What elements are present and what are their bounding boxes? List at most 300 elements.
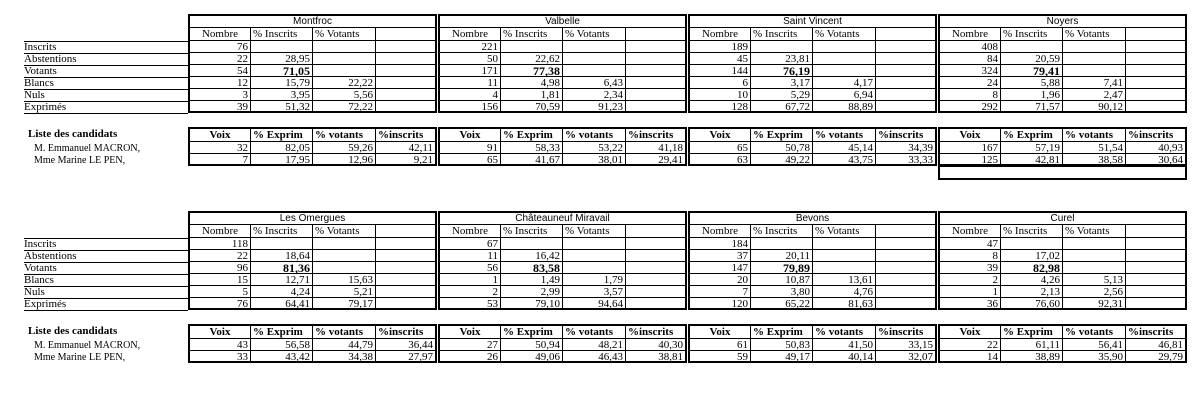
column-header: % Votants: [1062, 28, 1125, 41]
data-cell: [375, 286, 437, 298]
data-cell: 324: [938, 65, 1000, 77]
column-header: [875, 28, 937, 41]
data-cell: 70,59: [500, 101, 562, 113]
data-cell: [562, 41, 625, 53]
commune-name: Bevons: [688, 211, 937, 225]
row-label-rule: [24, 113, 188, 114]
candidate-column-header: Voix: [438, 127, 500, 142]
candidate-vote-cell: 27,97: [375, 351, 437, 363]
data-cell: [1125, 274, 1187, 286]
data-cell: 3,57: [562, 286, 625, 298]
data-cell: [312, 262, 375, 274]
row-label-rule: [24, 238, 188, 239]
column-header: % Votants: [562, 225, 625, 238]
row-label-rule: [24, 250, 188, 251]
data-cell: 67: [438, 238, 500, 250]
candidate-name: M. Emmanuel MACRON,: [34, 340, 141, 351]
data-cell: 2,13: [1000, 286, 1062, 298]
candidate-vote-cell: 167: [938, 142, 1000, 154]
data-cell: 23,81: [750, 53, 812, 65]
data-cell: 76,19: [750, 65, 812, 77]
data-cell: 1: [438, 274, 500, 286]
data-cell: [1125, 262, 1187, 274]
candidate-column-header: Voix: [188, 127, 250, 142]
data-cell: [875, 41, 937, 53]
column-header: [1125, 28, 1187, 41]
candidate-column-header: % votants: [1062, 127, 1125, 142]
data-cell: 56: [438, 262, 500, 274]
column-header: [625, 28, 687, 41]
candidate-vote-cell: 41,67: [500, 154, 562, 166]
data-cell: 3,80: [750, 286, 812, 298]
data-cell: 1,49: [500, 274, 562, 286]
data-cell: 47: [938, 238, 1000, 250]
column-header: Nombre: [188, 28, 250, 41]
data-cell: [875, 250, 937, 262]
candidate-vote-cell: 61,11: [1000, 339, 1062, 351]
data-cell: [1000, 238, 1062, 250]
data-cell: 22: [188, 250, 250, 262]
column-header: % Votants: [312, 28, 375, 41]
data-cell: 3: [188, 89, 250, 101]
candidate-vote-cell: 7: [188, 154, 250, 166]
data-cell: [1125, 101, 1187, 113]
data-cell: 10,87: [750, 274, 812, 286]
data-cell: 11: [438, 77, 500, 89]
column-header: % Votants: [312, 225, 375, 238]
candidate-vote-cell: 35,90: [1062, 351, 1125, 363]
row-label-inscrits: Inscrits: [24, 238, 57, 250]
data-cell: 6,43: [562, 77, 625, 89]
candidate-name: Mme Marine LE PEN,: [34, 352, 126, 363]
data-cell: [875, 101, 937, 113]
candidate-vote-cell: 57,19: [1000, 142, 1062, 154]
data-cell: [1062, 41, 1125, 53]
data-cell: [875, 286, 937, 298]
candidate-vote-cell: 56,41: [1062, 339, 1125, 351]
data-cell: 54: [188, 65, 250, 77]
data-cell: 2,99: [500, 286, 562, 298]
data-cell: 12: [188, 77, 250, 89]
data-cell: 2,34: [562, 89, 625, 101]
candidate-name: M. Emmanuel MACRON,: [34, 143, 141, 154]
candidates-list-title: Liste des candidats: [28, 325, 118, 337]
candidate-column-header: Voix: [688, 324, 750, 339]
candidate-vote-cell: 29,41: [625, 154, 687, 166]
data-cell: 16,42: [500, 250, 562, 262]
candidate-vote-cell: 46,81: [1125, 339, 1187, 351]
candidate-column-header: % Exprim: [750, 127, 812, 142]
candidate-vote-cell: 43,75: [812, 154, 875, 166]
data-cell: 171: [438, 65, 500, 77]
candidate-vote-cell: 49,22: [750, 154, 812, 166]
data-cell: 71,57: [1000, 101, 1062, 113]
candidate-vote-cell: 91: [438, 142, 500, 154]
data-cell: [1062, 262, 1125, 274]
candidate-column-header: % votants: [812, 127, 875, 142]
data-cell: 156: [438, 101, 500, 113]
commune-name: Montfroc: [188, 14, 437, 28]
data-cell: 36: [938, 298, 1000, 310]
candidate-column-header: %inscrits: [625, 127, 687, 142]
data-cell: 22,62: [500, 53, 562, 65]
data-cell: 91,23: [562, 101, 625, 113]
candidate-vote-cell: 40,93: [1125, 142, 1187, 154]
candidate-vote-cell: 125: [938, 154, 1000, 166]
candidate-vote-cell: 40,14: [812, 351, 875, 363]
row-label-inscrits: Inscrits: [24, 41, 57, 53]
row-label-votants: Votants: [24, 262, 57, 274]
row-label-rule: [24, 53, 188, 54]
candidate-column-header: %inscrits: [375, 324, 437, 339]
candidate-column-header: %inscrits: [875, 324, 937, 339]
data-cell: [875, 274, 937, 286]
data-cell: 5,29: [750, 89, 812, 101]
data-cell: [812, 238, 875, 250]
candidate-vote-cell: 48,21: [562, 339, 625, 351]
candidate-vote-cell: 22: [938, 339, 1000, 351]
candidate-name: Mme Marine LE PEN,: [34, 155, 126, 166]
data-cell: 67,72: [750, 101, 812, 113]
column-header: % Votants: [812, 28, 875, 41]
data-cell: [875, 53, 937, 65]
data-cell: [312, 238, 375, 250]
candidate-vote-cell: 26: [438, 351, 500, 363]
candidate-vote-cell: 51,54: [1062, 142, 1125, 154]
data-cell: [625, 41, 687, 53]
candidate-vote-cell: 49,17: [750, 351, 812, 363]
data-cell: 81,63: [812, 298, 875, 310]
row-label-rule: [24, 286, 188, 287]
data-cell: 90,12: [1062, 101, 1125, 113]
data-cell: [1125, 298, 1187, 310]
data-cell: [1125, 89, 1187, 101]
data-cell: [375, 53, 437, 65]
data-cell: 11: [438, 250, 500, 262]
candidate-vote-cell: 56,58: [250, 339, 312, 351]
candidate-column-header: % Exprim: [1000, 324, 1062, 339]
row-label-abstentions: Abstentions: [24, 53, 77, 65]
candidate-column-header: %inscrits: [1125, 127, 1187, 142]
data-cell: 408: [938, 41, 1000, 53]
candidate-column-header: %inscrits: [375, 127, 437, 142]
candidate-vote-cell: 45,14: [812, 142, 875, 154]
candidate-vote-cell: 82,05: [250, 142, 312, 154]
candidate-vote-cell: 29,79: [1125, 351, 1187, 363]
data-cell: [375, 238, 437, 250]
commune-name: Valbelle: [438, 14, 687, 28]
data-cell: 37: [688, 250, 750, 262]
row-label-exprimes: Exprimés: [24, 101, 67, 113]
data-cell: 2,56: [1062, 286, 1125, 298]
candidate-column-header: % votants: [312, 127, 375, 142]
data-cell: 71,05: [250, 65, 312, 77]
row-label-rule: [24, 298, 188, 299]
column-header: Nombre: [438, 28, 500, 41]
data-cell: [1125, 238, 1187, 250]
column-header: Nombre: [438, 225, 500, 238]
candidate-column-header: %inscrits: [875, 127, 937, 142]
data-cell: 1: [938, 286, 1000, 298]
candidate-vote-cell: 65: [438, 154, 500, 166]
data-cell: [375, 89, 437, 101]
data-cell: 79,41: [1000, 65, 1062, 77]
data-cell: 15,79: [250, 77, 312, 89]
candidate-column-header: Voix: [688, 127, 750, 142]
column-header: % Votants: [562, 28, 625, 41]
row-label-rule: [24, 89, 188, 90]
column-header: [1125, 225, 1187, 238]
data-cell: 65,22: [750, 298, 812, 310]
candidate-vote-cell: 63: [688, 154, 750, 166]
row-label-blancs: Blancs: [24, 77, 54, 89]
data-cell: [812, 262, 875, 274]
data-cell: [312, 65, 375, 77]
data-cell: 5,21: [312, 286, 375, 298]
data-cell: [312, 41, 375, 53]
data-cell: 28,95: [250, 53, 312, 65]
data-cell: [875, 238, 937, 250]
data-cell: 128: [688, 101, 750, 113]
data-cell: [250, 41, 312, 53]
candidate-vote-cell: 41,18: [625, 142, 687, 154]
data-cell: [750, 41, 812, 53]
column-header: [875, 225, 937, 238]
row-label-nuls: Nuls: [24, 286, 45, 298]
data-cell: [1125, 41, 1187, 53]
data-cell: 4,24: [250, 286, 312, 298]
data-cell: [375, 41, 437, 53]
candidate-vote-cell: 43,42: [250, 351, 312, 363]
data-cell: [1125, 65, 1187, 77]
row-label-nuls: Nuls: [24, 89, 45, 101]
data-cell: 2: [438, 286, 500, 298]
candidate-column-header: % votants: [812, 324, 875, 339]
data-cell: 221: [438, 41, 500, 53]
candidate-vote-cell: 49,06: [500, 351, 562, 363]
data-cell: 79,89: [750, 262, 812, 274]
data-cell: 22: [188, 53, 250, 65]
data-cell: [812, 65, 875, 77]
data-cell: 94,64: [562, 298, 625, 310]
data-cell: 8: [938, 89, 1000, 101]
data-cell: [1062, 238, 1125, 250]
data-cell: 84: [938, 53, 1000, 65]
candidate-column-header: %inscrits: [1125, 324, 1187, 339]
data-cell: [875, 65, 937, 77]
column-header: Nombre: [938, 28, 1000, 41]
commune-name: Les Omergues: [188, 211, 437, 225]
column-header: % Inscrits: [500, 225, 562, 238]
candidate-column-header: % votants: [312, 324, 375, 339]
candidate-vote-cell: 53,22: [562, 142, 625, 154]
candidates-list-title: Liste des candidats: [28, 128, 118, 140]
candidate-vote-cell: 50,78: [750, 142, 812, 154]
data-cell: 12,71: [250, 274, 312, 286]
data-cell: [1125, 53, 1187, 65]
data-cell: [562, 262, 625, 274]
data-cell: 4,17: [812, 77, 875, 89]
data-cell: 72,22: [312, 101, 375, 113]
data-cell: 15: [188, 274, 250, 286]
candidate-vote-cell: 38,81: [625, 351, 687, 363]
candidate-vote-cell: 43: [188, 339, 250, 351]
data-cell: [375, 298, 437, 310]
row-label-exprimes: Exprimés: [24, 298, 67, 310]
data-cell: 96: [188, 262, 250, 274]
data-cell: 50: [438, 53, 500, 65]
candidate-vote-cell: 38,58: [1062, 154, 1125, 166]
candidate-vote-cell: 50,94: [500, 339, 562, 351]
data-cell: 8: [938, 250, 1000, 262]
column-header: Nombre: [188, 225, 250, 238]
data-cell: 82,98: [1000, 262, 1062, 274]
data-cell: [375, 77, 437, 89]
column-header: % Inscrits: [1000, 225, 1062, 238]
column-header: % Inscrits: [250, 225, 312, 238]
data-cell: [1125, 286, 1187, 298]
candidate-vote-cell: 59,26: [312, 142, 375, 154]
data-cell: [625, 250, 687, 262]
data-cell: [875, 89, 937, 101]
data-cell: 76,60: [1000, 298, 1062, 310]
data-cell: 18,64: [250, 250, 312, 262]
data-cell: 39: [938, 262, 1000, 274]
data-cell: 7,41: [1062, 77, 1125, 89]
data-cell: 1,79: [562, 274, 625, 286]
data-cell: 77,38: [500, 65, 562, 77]
data-cell: 92,31: [1062, 298, 1125, 310]
column-header: Nombre: [688, 28, 750, 41]
candidate-vote-cell: 32,07: [875, 351, 937, 363]
row-label-blancs: Blancs: [24, 274, 54, 286]
row-label-votants: Votants: [24, 65, 57, 77]
candidate-column-header: Voix: [438, 324, 500, 339]
row-label-rule: [24, 101, 188, 102]
commune-name: Curel: [938, 211, 1187, 225]
empty-frame: [938, 166, 1187, 180]
data-cell: [1062, 53, 1125, 65]
row-label-rule: [24, 262, 188, 263]
data-cell: 45: [688, 53, 750, 65]
candidate-vote-cell: 9,21: [375, 154, 437, 166]
data-cell: [750, 238, 812, 250]
data-cell: 83,58: [500, 262, 562, 274]
data-cell: [500, 41, 562, 53]
data-cell: 2: [938, 274, 1000, 286]
candidate-vote-cell: 30,64: [1125, 154, 1187, 166]
data-cell: [500, 238, 562, 250]
data-cell: 81,36: [250, 262, 312, 274]
data-cell: [812, 41, 875, 53]
row-label-rule: [24, 310, 188, 311]
data-cell: 7: [688, 286, 750, 298]
data-cell: [625, 298, 687, 310]
candidate-column-header: % votants: [562, 324, 625, 339]
candidate-column-header: % Exprim: [500, 127, 562, 142]
data-cell: [625, 53, 687, 65]
data-cell: [562, 250, 625, 262]
data-cell: [375, 101, 437, 113]
data-cell: 120: [688, 298, 750, 310]
candidate-column-header: % Exprim: [1000, 127, 1062, 142]
data-cell: [250, 238, 312, 250]
data-cell: 76: [188, 298, 250, 310]
data-cell: 184: [688, 238, 750, 250]
data-cell: [875, 262, 937, 274]
data-cell: 3,95: [250, 89, 312, 101]
candidate-vote-cell: 38,89: [1000, 351, 1062, 363]
data-cell: 79,17: [312, 298, 375, 310]
column-header: [375, 28, 437, 41]
data-cell: [562, 65, 625, 77]
data-cell: [875, 298, 937, 310]
data-cell: 24: [938, 77, 1000, 89]
data-cell: 4: [438, 89, 500, 101]
candidate-vote-cell: 41,50: [812, 339, 875, 351]
data-cell: 53: [438, 298, 500, 310]
data-cell: 5: [188, 286, 250, 298]
data-cell: [312, 250, 375, 262]
candidate-column-header: % Exprim: [250, 127, 312, 142]
data-cell: 144: [688, 65, 750, 77]
data-cell: 88,89: [812, 101, 875, 113]
data-cell: [625, 89, 687, 101]
commune-name: Noyers: [938, 14, 1187, 28]
data-cell: 20,59: [1000, 53, 1062, 65]
candidate-column-header: Voix: [938, 324, 1000, 339]
commune-name: Saint Vincent: [688, 14, 937, 28]
candidate-vote-cell: 17,95: [250, 154, 312, 166]
data-cell: 118: [188, 238, 250, 250]
column-header: [375, 225, 437, 238]
row-label-rule: [24, 274, 188, 275]
data-cell: 5,13: [1062, 274, 1125, 286]
data-cell: [625, 77, 687, 89]
column-header: % Votants: [1062, 225, 1125, 238]
candidate-vote-cell: 34,39: [875, 142, 937, 154]
data-cell: [1125, 250, 1187, 262]
data-cell: [375, 274, 437, 286]
candidate-column-header: %inscrits: [625, 324, 687, 339]
data-cell: 22,22: [312, 77, 375, 89]
candidate-vote-cell: 59: [688, 351, 750, 363]
data-cell: 20,11: [750, 250, 812, 262]
candidate-vote-cell: 50,83: [750, 339, 812, 351]
data-cell: [1062, 65, 1125, 77]
column-header: Nombre: [938, 225, 1000, 238]
data-cell: [625, 238, 687, 250]
data-cell: 1,81: [500, 89, 562, 101]
candidate-vote-cell: 32: [188, 142, 250, 154]
data-cell: 292: [938, 101, 1000, 113]
candidate-column-header: % Exprim: [250, 324, 312, 339]
data-cell: [1125, 77, 1187, 89]
candidate-vote-cell: 58,33: [500, 142, 562, 154]
row-label-rule: [24, 41, 188, 42]
data-cell: [562, 238, 625, 250]
data-cell: 17,02: [1000, 250, 1062, 262]
data-cell: [1062, 250, 1125, 262]
data-cell: 5,88: [1000, 77, 1062, 89]
candidate-vote-cell: 65: [688, 142, 750, 154]
column-header: Nombre: [688, 225, 750, 238]
candidate-column-header: % Exprim: [750, 324, 812, 339]
row-label-rule: [24, 77, 188, 78]
column-header: % Inscrits: [750, 225, 812, 238]
data-cell: 2,47: [1062, 89, 1125, 101]
data-cell: [875, 77, 937, 89]
